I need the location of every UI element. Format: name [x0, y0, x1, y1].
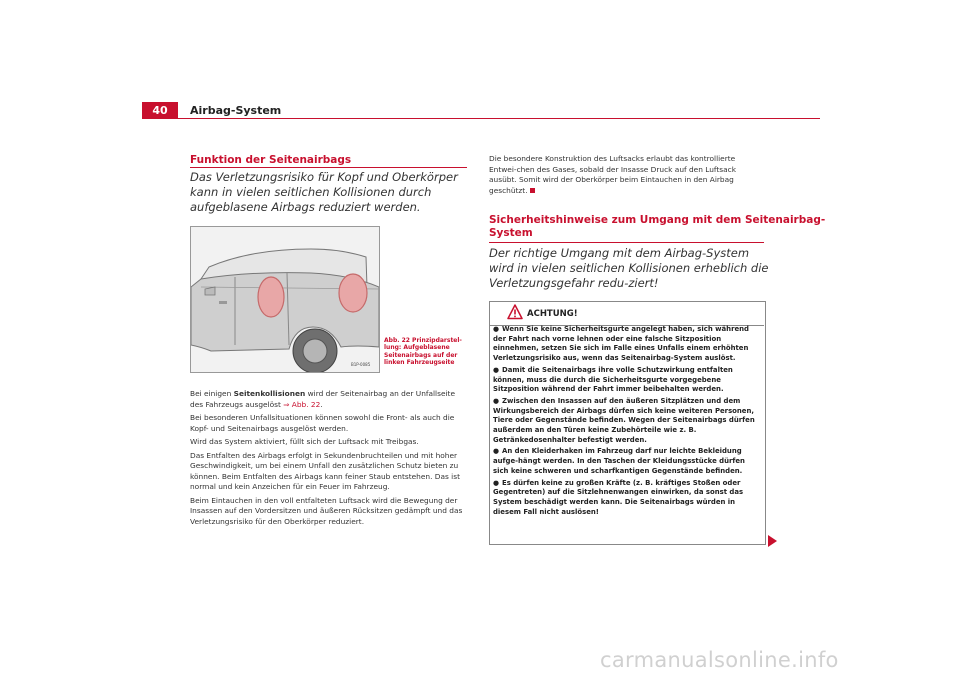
car-airbag-figure: [190, 226, 380, 373]
warning-item-text: An den Kleiderhaken im Fahrzeug darf nur leichte Bekleidung aufge-hängt werden. In den Taschen der Kleidungsstücke dürfen sich keine schweren und scharfkantigen Gegenstände befinden.: [493, 447, 745, 475]
end-marker-icon: [530, 188, 535, 193]
warning-item: [493, 447, 761, 476]
figure-reference-link[interactable]: ⇒ Abb. 22: [283, 399, 321, 409]
page-number: 40: [142, 102, 178, 119]
right-top-paragraph: [489, 154, 765, 196]
section2-title-line1: Sicherheitshinweise zum Umgang mit dem Seitenairbag-: [489, 214, 826, 226]
watermark: carmanualsonline.info: [600, 648, 839, 672]
next-page-arrow-icon[interactable]: [768, 535, 777, 547]
bullet-icon: ●: [493, 447, 500, 456]
warning-item: [493, 397, 761, 446]
bullet-icon: ●: [493, 396, 500, 405]
warning-item-text: Zwischen den Insassen auf den äußeren Sitzplätzen und dem Wirkungsbereich der Airbags dürfen sich keine weiteren Personen, Tiere oder Gegenstände befinden. Wegen der Seitenairbags dürfen außerdem an den Türen keine Zubehörteile wie z. B. Getränkedosenhalter befestigt werden.: [493, 396, 755, 444]
section-title-seitenairbags: Funktion der Seitenairbags: [190, 154, 352, 166]
paragraph-2: Bei besonderen Unfallsituationen können sowohl die Front- als auch die Kopf- und Seitenairbags ausgelöst werden.: [190, 413, 455, 433]
p1-bold: Seitenkollisionen: [233, 389, 306, 398]
bullet-icon: ●: [493, 478, 500, 487]
section2-intro: Der richtige Umgang mit dem Airbag-System wird in vielen seitlichen Kollisionen erheblich die Verletzungsgefahr redu-ziert!: [489, 246, 769, 290]
front-side-airbag: [258, 277, 284, 317]
warning-title: ACHTUNG!: [527, 309, 578, 319]
car-illustration: [191, 227, 379, 372]
rear-side-airbag: [339, 274, 367, 312]
warning-item: [493, 479, 761, 518]
warning-item-text: Damit die Seitenairbags ihre volle Schutzwirkung entfalten können, muss die durch die Sicherheitsgurte vorgegebene Sitzposition während der Fahrt immer beibehalten werden.: [493, 365, 733, 394]
paragraph-3: Wird das System aktiviert, füllt sich der Luftsack mit Treibgas.: [190, 437, 419, 446]
paragraph-1: [190, 389, 466, 410]
section2-title-line2: System: [489, 227, 533, 239]
warning-list: [493, 325, 761, 519]
right-top-text: Die besondere Konstruktion des Luftsacks erlaubt das kontrollierte Entwei-chen des Gases, sobald der Insasse Druck auf den Luftsack ausübt. Somit wird der Oberkörper beim Eintauchen in den Airbag geschützt.: [489, 154, 736, 195]
bullet-icon: ●: [493, 365, 500, 374]
chapter-title: Airbag-System: [190, 104, 282, 117]
section-intro: Das Verletzungsrisiko für Kopf und Oberkörper kann in vielen seitlichen Kollisionen durch aufgeblasene Airbags reduziert werden.: [190, 170, 458, 214]
warning-item: [493, 366, 761, 395]
figure-caption: Abb. 22 Prinzipdarstel-lung: Aufgeblasene Seitenairbags auf der linken Fahrzeugseite: [384, 337, 462, 367]
figure-code: B1P-0085: [351, 362, 371, 367]
warning-triangle-icon: [507, 304, 523, 320]
section-divider: [489, 242, 764, 243]
p1-post: wird der Seitenairbag an der Unfallseite des Fahrzeugs ausgelöst: [190, 389, 456, 409]
section1-body: [190, 389, 466, 530]
section-divider: [190, 167, 467, 168]
p1-pre: Bei einigen: [190, 389, 234, 398]
warning-item: [493, 325, 761, 364]
p1-end: .: [320, 399, 323, 409]
paragraph-5: Beim Eintauchen in den voll entfalteten Luftsack wird die Bewegung der Insassen auf den Vordersitzen und äußeren Rücksitzen gedämpft und das Verletzungsrisiko für den Oberkörper reduziert.: [190, 495, 463, 526]
section-title-sicherheitshinweise: [489, 214, 825, 240]
warning-item-text: Es dürfen keine zu großen Kräfte (z. B. kräftiges Stoßen oder Gegentreten) auf die Sitzlehnenwangen einwirken, da sonst das System beschädigt werden kann. Die Seitenairbags würden in diesem Fall nicht auslösen!: [493, 478, 744, 516]
bullet-icon: ●: [493, 325, 500, 333]
paragraph-4: Das Entfalten des Airbags erfolgt in Sekundenbruchteilen und mit hoher Geschwindigkeit, um bei einem Unfall den zusätzlichen Schutz bieten zu können. Beim Entfalten des Airbags kann feiner Staub entstehen. Das ist normal und kein Anzeichen für ein Feuer im Fahrzeug.: [190, 450, 460, 491]
header-divider: [142, 118, 820, 119]
warning-item-text: Wenn Sie keine Sicherheitsgurte angelegt haben, sich während der Fahrt nach vorne lehnen oder eine falsche Sitzposition einnehmen, setzen Sie sich im Falle eines Unfalls einem erhöhten Verletzungsrisiko aus, wenn das Seitenairbag-System auslöst.: [493, 325, 749, 363]
